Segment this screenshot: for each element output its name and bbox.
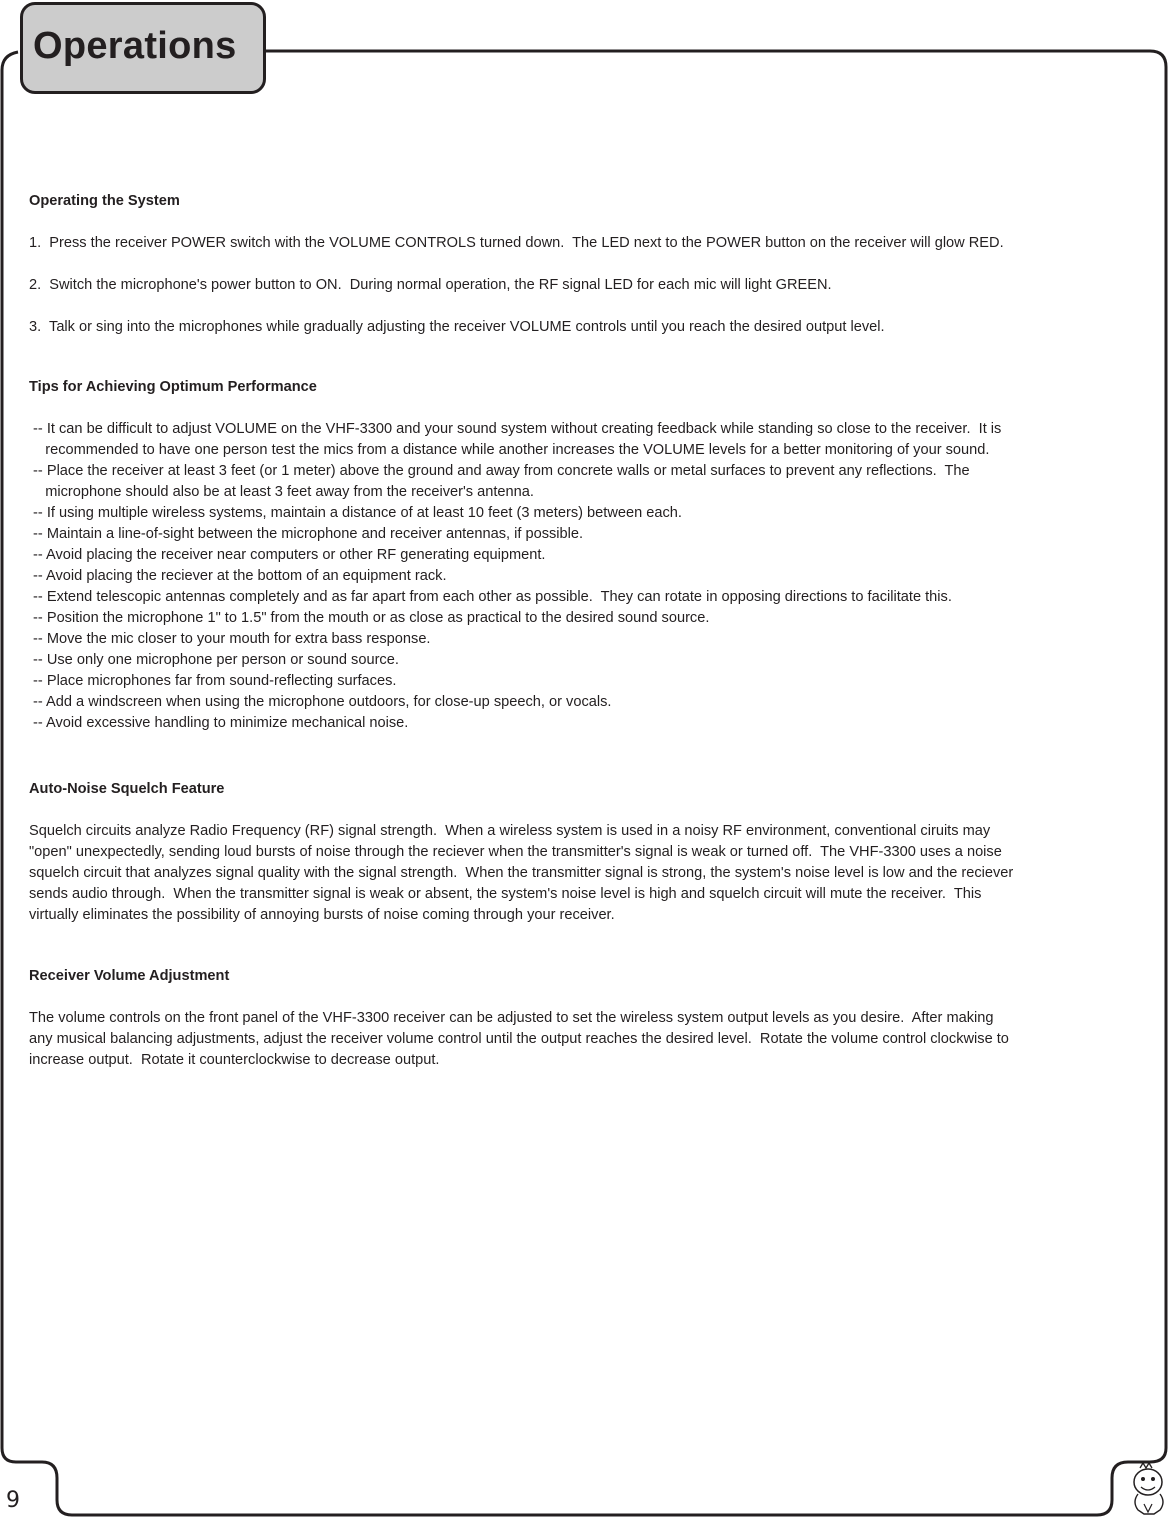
mascot-logo-icon [1126, 1462, 1170, 1516]
section-heading: Operating the System [29, 193, 180, 209]
paragraph-line: any musical balancing adjustments, adjust the receiver volume control until the output reaches the desired level. Rotate the volume control clockwise to [29, 1031, 1009, 1047]
step-2: 2. Switch the microphone's power button to ON. During normal operation, the RF signal LED for each mic will light GREEN. [29, 277, 832, 293]
section-heading: Receiver Volume Adjustment [29, 968, 230, 984]
tip-line: -- Move the mic closer to your mouth for extra bass response. [29, 631, 431, 647]
step-3: 3. Talk or sing into the microphones while gradually adjusting the receiver VOLUME controls until you reach the desired output level. [29, 319, 885, 335]
tip-line: -- Use only one microphone per person or sound source. [29, 652, 399, 668]
tip-line: -- Position the microphone 1" to 1.5" from the mouth or as close as practical to the desired sound source. [29, 610, 710, 626]
tip-line: -- Add a windscreen when using the microphone outdoors, for close-up speech, or vocals. [29, 694, 612, 710]
tip-line: -- Place microphones far from sound-reflecting surfaces. [29, 673, 397, 689]
tip-line: -- Avoid placing the receiver near computers or other RF generating equipment. [29, 547, 546, 563]
tip-line: -- If using multiple wireless systems, maintain a distance of at least 10 feet (3 meters) between each. [29, 505, 682, 521]
paragraph-line: squelch circuit that analyzes signal quality with the signal strength. When the transmitter signal is strong, the system's noise level is low and the reciever [29, 865, 1014, 881]
tip-line: recommended to have one person test the mics from a distance while another increases the VOLUME levels for a better monitoring of your sound. [29, 442, 990, 458]
paragraph-line: "open" unexpectedly, sending loud bursts of noise through the reciever when the transmitter's signal is weak or turned off. The VHF-3300 uses a noise [29, 844, 1002, 860]
page-title: Operations [33, 25, 237, 67]
tip-line: -- Maintain a line-of-sight between the microphone and receiver antennas, if possible. [29, 526, 584, 542]
paragraph-line: increase output. Rotate it counterclockwise to decrease output. [29, 1052, 440, 1068]
blank-line [29, 254, 1169, 275]
tip-line: microphone should also be at least 3 feet away from the receiver's antenna. [29, 484, 534, 500]
paragraph-line: The volume controls on the front panel of the VHF-3300 receiver can be adjusted to set the wireless system output levels as you desire. After making [29, 1010, 994, 1026]
tip-line: -- It can be difficult to adjust VOLUME on the VHF-3300 and your sound system without creating feedback while standing so close to the receiver. It is [29, 421, 1002, 437]
blank-line [29, 296, 1169, 317]
paragraph-line: Squelch circuits analyze Radio Frequency (RF) signal strength. When a wireless system is used in a noisy RF environment, conventional ciruits may [29, 823, 991, 839]
tip-line: -- Avoid placing the reciever at the bottom of an equipment rack. [29, 568, 447, 584]
paragraph-line: virtually eliminates the possibility of annoying bursts of noise coming through your receiver. [29, 907, 615, 923]
section-heading: Auto-Noise Squelch Feature [29, 781, 225, 797]
section-tab [20, 2, 266, 94]
tip-line: -- Extend telescopic antennas completely and as far apart from each other as possible. They can rotate in opposing directions to facilitate this. [29, 589, 952, 605]
page-number: 9 [6, 1488, 20, 1513]
paragraph-line: sends audio through. When the transmitter signal is weak or absent, the system's noise level is high and squelch circuit will mute the receiver. This [29, 886, 982, 902]
section-heading: Tips for Achieving Optimum Performance [29, 379, 317, 395]
tip-line: -- Avoid excessive handling to minimize mechanical noise. [29, 715, 409, 731]
step-1: 1. Press the receiver POWER switch with the VOLUME CONTROLS turned down. The LED next to the POWER button on the receiver will glow RED. [29, 235, 1004, 251]
tip-line: -- Place the receiver at least 3 feet (or 1 meter) above the ground and away from concrete walls or metal surfaces to prevent any reflections. The [29, 463, 970, 479]
